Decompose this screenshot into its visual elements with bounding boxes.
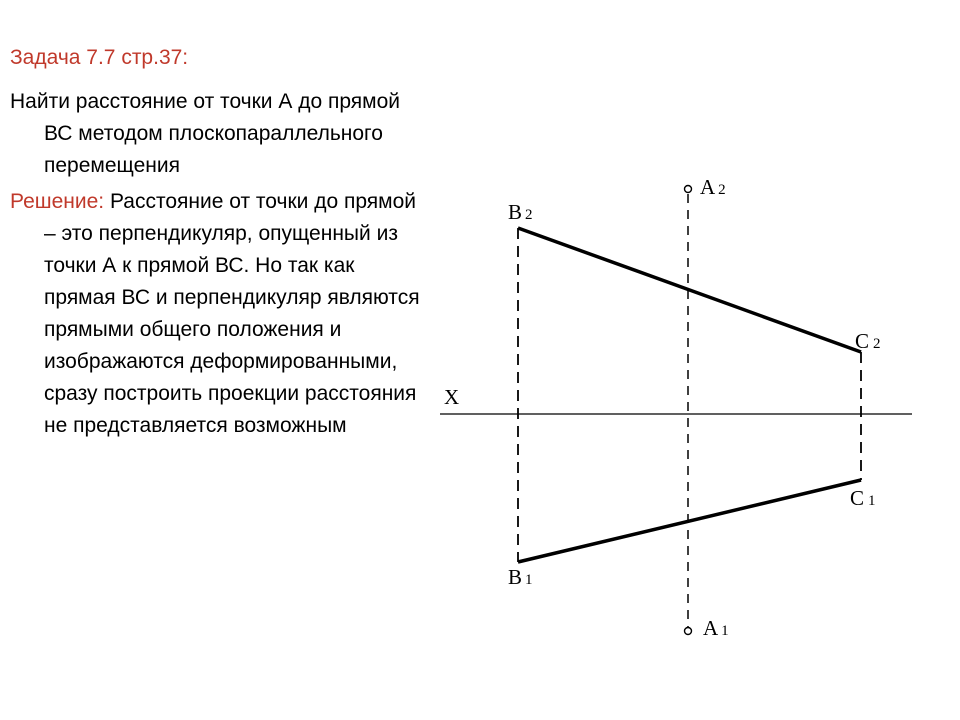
- point-a1-marker: [685, 628, 692, 635]
- label-b2-letter: B: [508, 200, 523, 224]
- label-a1-letter: A: [703, 616, 719, 640]
- task-title: Задача 7.7 стр.37:: [10, 46, 189, 69]
- label-b2: [508, 200, 533, 224]
- segment-b1-c1: [518, 480, 861, 562]
- solution-text: Расстояние от точки до прямой – это перпендикуляр, опущенный из точки А к прямой ВС. Но так как прямая ВС и перпендикуляр являются прямыми общего положения и изображаются деформированными, сразу построить проекции расстояния не представляется возможным: [44, 190, 420, 437]
- label-c1: [850, 486, 876, 510]
- label-a1: [703, 616, 729, 640]
- label-b1: [508, 565, 533, 589]
- label-c2-sub: 2: [873, 336, 881, 352]
- label-a2-letter: A: [700, 175, 716, 199]
- point-a2-marker: [685, 186, 692, 193]
- solution-label: Решение:: [10, 190, 105, 213]
- label-a2-sub: 2: [718, 182, 726, 198]
- label-a1-sub: 1: [721, 623, 729, 639]
- segment-b2-c2: [518, 228, 861, 352]
- label-a2: [700, 175, 726, 199]
- task-statement: Найти расстояние от точки А до прямой ВС методом плоскопараллельного перемещения: [10, 90, 400, 177]
- label-c2-letter: C: [855, 329, 870, 353]
- axis-x-label: X: [444, 385, 460, 409]
- label-c2: [855, 329, 881, 353]
- label-b2-sub: 2: [525, 207, 533, 223]
- label-b1-letter: B: [508, 565, 523, 589]
- label-c1-letter: C: [850, 486, 865, 510]
- label-b1-sub: 1: [525, 572, 533, 588]
- label-c1-sub: 1: [868, 493, 876, 509]
